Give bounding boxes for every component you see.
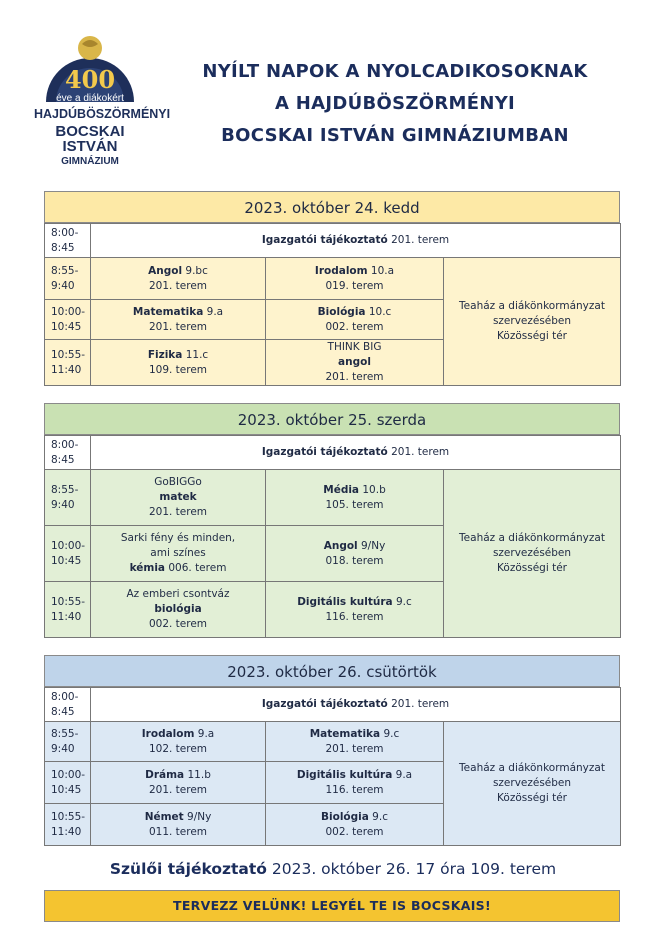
- page-title: [160, 56, 630, 152]
- time-slot: 10:00- 10:45: [45, 300, 91, 340]
- time-slot: 10:00- 10:45: [45, 526, 91, 582]
- teahouse-cell: Teaház a diákönkormányzat szervezésében Közösségi tér: [444, 258, 621, 386]
- time-slot: 8:00- 8:45: [45, 688, 91, 722]
- day-header: 2023. október 24. kedd: [44, 191, 620, 223]
- time-slot: 8:55- 9:40: [45, 470, 91, 526]
- session-cell: Angol 9/Ny 018. terem: [266, 526, 444, 582]
- schedule-table: [44, 435, 621, 638]
- logo-number: 400: [64, 65, 116, 94]
- session-cell: Német 9/Ny 011. terem: [91, 804, 266, 846]
- logo-emblem-icon: [40, 32, 140, 104]
- time-slot: 8:00- 8:45: [45, 436, 91, 470]
- time-slot: 10:55- 11:40: [45, 582, 91, 638]
- day-header: 2023. október 26. csütörtök: [44, 655, 620, 687]
- logo-line2: BOCSKAI ISTVÁN: [55, 122, 125, 155]
- session-cell: Irodalom 9.a 102. terem: [91, 722, 266, 762]
- session-cell: GoBIGGo matek 201. terem: [91, 470, 266, 526]
- session-cell: Irodalom 10.a 019. terem: [266, 258, 444, 300]
- teahouse-cell: Teaház a diákönkormányzat szervezésében Közösségi tér: [444, 722, 621, 846]
- session-cell: Fizika 11.c 109. terem: [91, 340, 266, 386]
- day-schedule-oct26: [44, 655, 620, 846]
- session-cell: Angol 9.bc 201. terem: [91, 258, 266, 300]
- time-slot: 10:55- 11:40: [45, 804, 91, 846]
- session-cell: Matematika 9.a 201. terem: [91, 300, 266, 340]
- time-slot: 8:00- 8:45: [45, 224, 91, 258]
- session-cell: Digitális kultúra 9.a 116. terem: [266, 762, 444, 804]
- director-briefing: Igazgatói tájékoztató 201. terem: [91, 436, 621, 470]
- logo-line1: HAJDÚBÖSZÖRMÉNYI: [34, 107, 171, 121]
- title-line2: A HAJDÚBÖSZÖRMÉNYI: [274, 93, 516, 114]
- time-slot: 8:55- 9:40: [45, 722, 91, 762]
- teahouse-cell: Teaház a diákönkormányzat szervezésében Közösségi tér: [444, 470, 621, 638]
- time-slot: 8:55- 9:40: [45, 258, 91, 300]
- director-briefing: Igazgatói tájékoztató 201. terem: [91, 224, 621, 258]
- parent-info: [0, 860, 666, 878]
- footer-banner: TERVEZZ VELÜNK! LEGYÉL TE IS BOCSKAIS!: [44, 890, 620, 922]
- time-slot: 10:00- 10:45: [45, 762, 91, 804]
- day-header: 2023. október 25. szerda: [44, 403, 620, 435]
- schedule-table: [44, 687, 621, 846]
- session-cell: Matematika 9.c 201. terem: [266, 722, 444, 762]
- session-cell: Média 10.b 105. terem: [266, 470, 444, 526]
- title-line1: NYÍLT NAPOK A NYOLCADIKOSOKNAK: [202, 61, 588, 82]
- session-cell: Sarki fény és minden, ami színes kémia 006. terem: [91, 526, 266, 582]
- title-line3: BOCSKAI ISTVÁN GIMNÁZIUMBAN: [221, 125, 569, 146]
- session-cell: Biológia 9.c 002. terem: [266, 804, 444, 846]
- logo-line3: GIMNÁZIUM: [61, 155, 119, 167]
- session-cell: Digitális kultúra 9.c 116. terem: [266, 582, 444, 638]
- day-schedule-oct25: [44, 403, 620, 638]
- director-briefing: Igazgatói tájékoztató 201. terem: [91, 688, 621, 722]
- session-cell: Biológia 10.c 002. terem: [266, 300, 444, 340]
- session-cell: THINK BIG angol 201. terem: [266, 340, 444, 386]
- logo-tagline: éve a diákokért: [56, 93, 124, 104]
- time-slot: 10:55- 11:40: [45, 340, 91, 386]
- parent-info-label: Szülői tájékoztató: [109, 860, 267, 878]
- session-cell: Az emberi csontváz biológia 002. terem: [91, 582, 266, 638]
- day-schedule-oct24: [44, 191, 620, 386]
- session-cell: Dráma 11.b 201. terem: [91, 762, 266, 804]
- school-logo: [34, 32, 171, 172]
- parent-info-detail: 2023. október 26. 17 óra 109. terem: [266, 860, 557, 878]
- schedule-table: [44, 223, 621, 386]
